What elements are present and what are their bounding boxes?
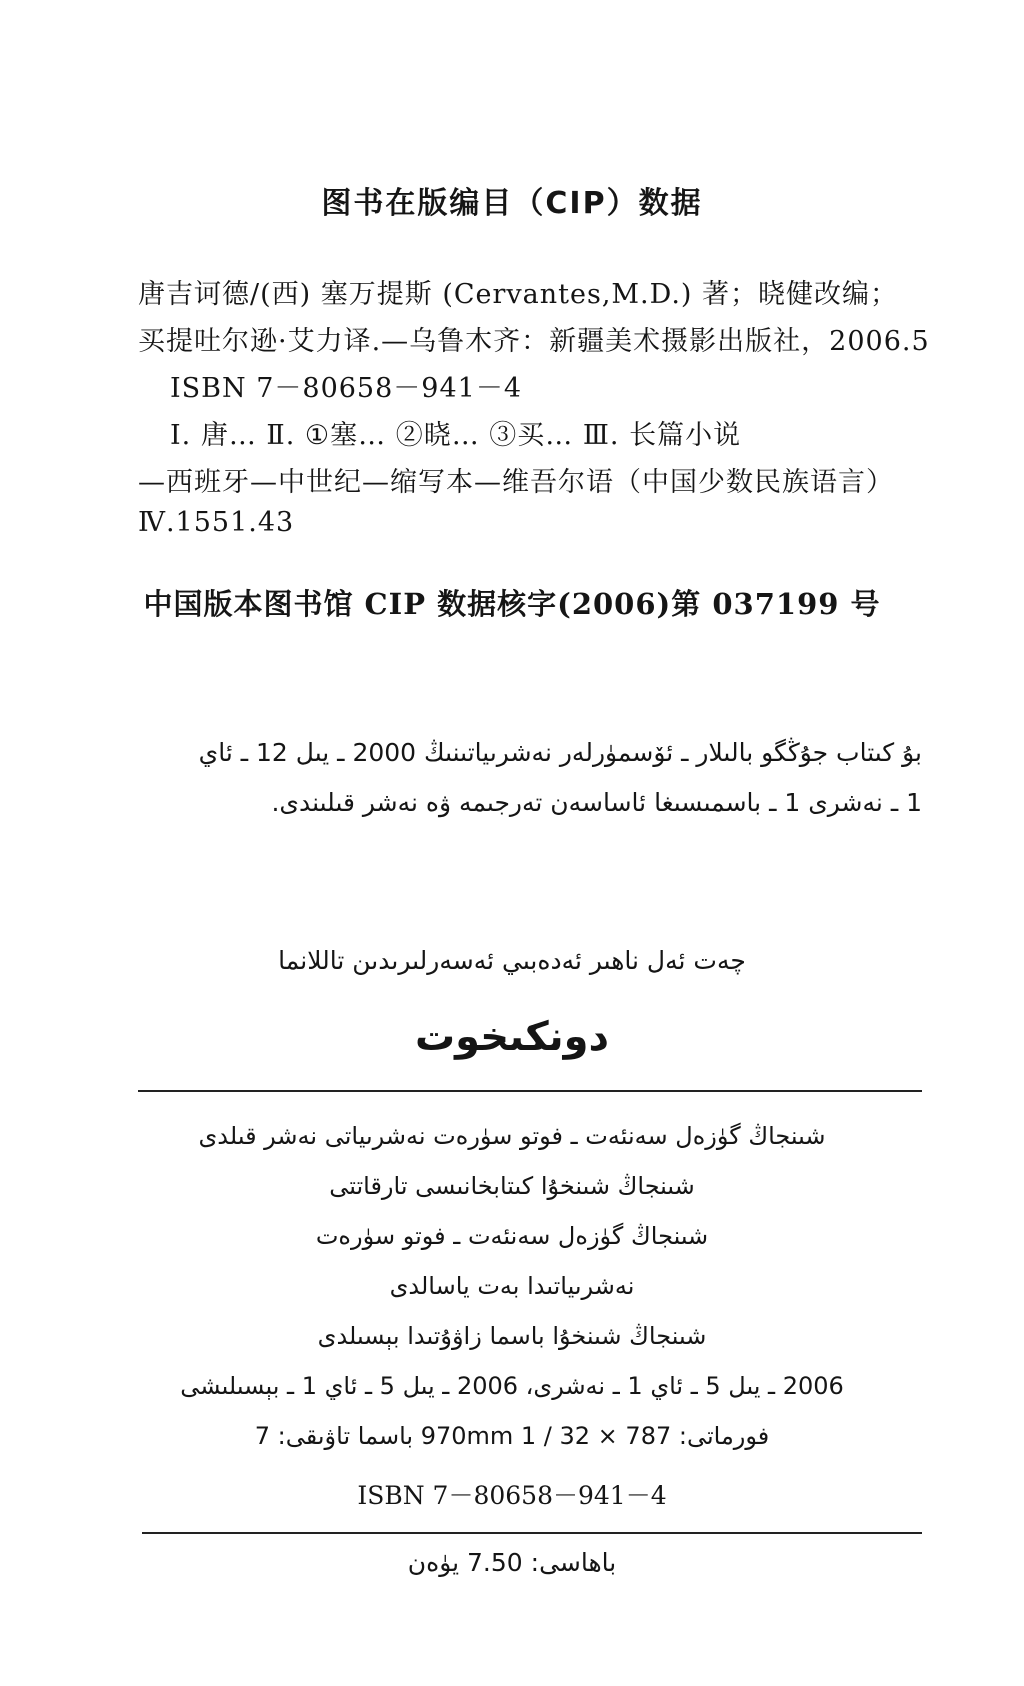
series-title: چەت ئەل ناھىر ئەدەبىي ئەسەرلىرىدىن تاللانما: [278, 946, 746, 975]
imprint-printer: شىنجاڭ شىنخۇا باسما زاۋۇتىدا بېسىلدى: [317, 1322, 707, 1350]
top-divider: [138, 1090, 922, 1092]
note-line-1: بۇ كىتاب جۇڭگو بالىلار ـ ئۆسمۈرلەر نەشرىياتىنىڭ 2000 ـ يىل 12 ـ ئاي: [198, 738, 922, 767]
cip-isbn: ISBN 7－80658－941－4: [170, 373, 522, 404]
cip-approval-number: 中国版本图书馆 CIP 数据核字(2006)第 037199 号: [143, 587, 881, 621]
imprint-typesetting-1: شىنجاڭ گۈزەل سەنئەت ـ فوتو سۈرەت: [315, 1222, 709, 1250]
bottom-divider: [142, 1532, 922, 1534]
price: باھاسى: 7.50 يۈەن: [407, 1548, 617, 1577]
cip-line-1: 唐吉诃德/(西) 塞万提斯 (Cervantes,M.D.) 著；晓健改编；: [138, 279, 899, 310]
imprint-format: فورماتى: 787 × 970mm 1 / 32 باسما تاۋىقى: 7: [254, 1422, 770, 1450]
cip-heading: 图书在版编目（CIP）数据: [321, 186, 703, 221]
note-line-2: 1 ـ نەشرى 1 ـ باسمىسىغا ئاساسەن تەرجىمە ۋە نەشر قىلىندى.: [271, 788, 922, 817]
cip-class-number: Ⅳ.1551.43: [138, 507, 295, 538]
book-title: دونكىخوت: [414, 1014, 610, 1060]
imprint-edition: 2006 ـ يىل 5 ـ ئاي 1 ـ نەشرى، 2006 ـ يىل 5 ـ ئاي 1 ـ بېسىلىشى: [180, 1372, 844, 1400]
cip-classification: Ⅰ. 唐… Ⅱ. ①塞… ②晓… ③买… Ⅲ. 长篇小说: [170, 420, 742, 451]
imprint-isbn: ISBN 7－80658－941－4: [357, 1481, 667, 1510]
cip-subject: —西班牙—中世纪—缩写本—维吾尔语（中国少数民族语言）: [138, 467, 894, 498]
imprint-typesetting-2: نەشرىياتىدا بەت ياسالدى: [389, 1272, 635, 1300]
imprint-publisher: شىنجاڭ گۈزەل سەنئەت ـ فوتو سۈرەت نەشرىياتى نەشر قىلدى: [198, 1122, 826, 1150]
cip-line-2: 买提吐尔逊·艾力译.—乌鲁木齐：新疆美术摄影出版社，2006.5: [138, 326, 930, 357]
imprint-distributor: شىنجاڭ شىنخۇا كىتابخانىسى تارقاتتى: [329, 1172, 695, 1200]
